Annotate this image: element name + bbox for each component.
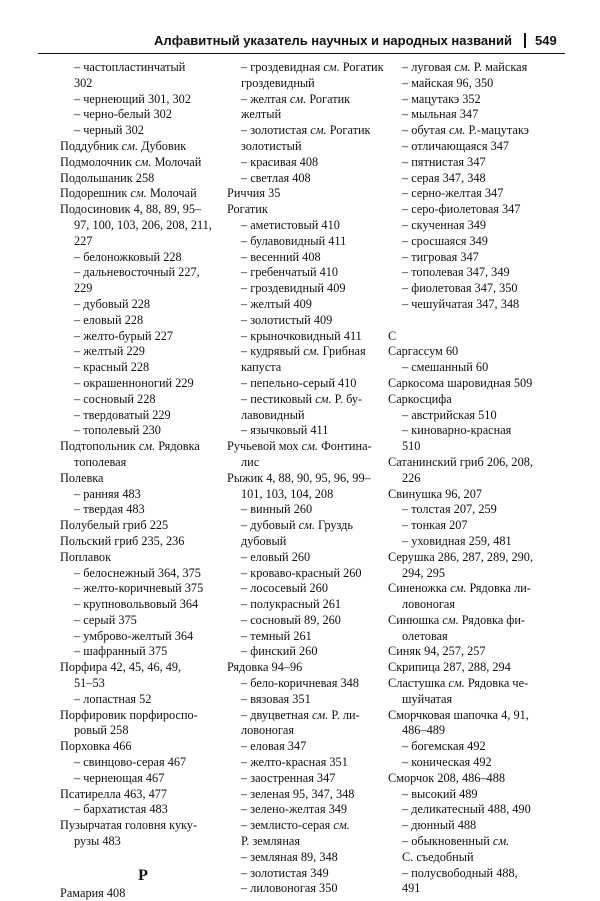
index-subentry: – гроздевидная см. Рогатик <box>241 60 384 74</box>
index-subentry: – еловый 260 <box>241 549 311 564</box>
index-subentry: – серо-фиолетовая 347 <box>402 202 521 217</box>
index-subentry: – темный 261 <box>241 628 312 643</box>
index-subentry: – обутая см. Р.-мацутакэ <box>402 123 529 138</box>
index-entry: Подосиновик 4, 88, 89, 95– <box>60 202 202 217</box>
index-continuation: 491 <box>402 881 421 896</box>
index-subentry: – тигровая 347 <box>402 249 479 264</box>
index-subentry: – мыльная 347 <box>402 107 479 122</box>
index-continuation: ловоногая <box>241 723 295 738</box>
index-subentry: – земляная 89, 348 <box>241 849 338 864</box>
index-continuation: лавовидный <box>241 407 305 422</box>
index-subentry: – аметистовый 410 <box>241 217 340 232</box>
index-entry: Полубелый гриб 225 <box>60 518 169 533</box>
index-subentry: – золотистая 349 <box>241 865 329 880</box>
index-subentry: – сросшаяся 349 <box>402 233 488 248</box>
index-subentry: – дальневосточный 227, <box>74 265 200 280</box>
index-subentry: – чешуйчатая 347, 348 <box>402 296 520 311</box>
index-entry: Саркосцифа <box>388 391 452 406</box>
index-entry: Сморчок 208, 486–488 <box>388 770 505 785</box>
index-subentry: – киноварно-красная <box>402 423 512 438</box>
index-continuation: Р. земляная <box>241 834 301 849</box>
index-subentry: – деликатесный 488, 490 <box>402 802 531 817</box>
index-continuation: дубовый <box>241 533 287 548</box>
index-continuation: капуста <box>241 360 282 375</box>
index-subentry: – австрийская 510 <box>402 407 497 422</box>
index-entry: Пузырчатая головня куку- <box>60 818 198 833</box>
index-subentry: – пепельно-серый 410 <box>241 375 357 390</box>
index-continuation: лис <box>241 454 260 469</box>
index-subentry: – лососевый 260 <box>241 581 328 596</box>
index-subentry: – черный 302 <box>74 123 144 138</box>
index-subentry: – уховидная 259, 481 <box>402 533 512 548</box>
index-subentry: – финский 260 <box>241 644 318 659</box>
index-continuation: ровый 258 <box>74 723 129 738</box>
index-entry: Польский гриб 235, 236 <box>60 533 185 548</box>
index-subentry: – желтая см. Рогатик <box>241 91 351 106</box>
index-continuation: гроздевидный <box>241 75 315 90</box>
index-subentry: – богемская 492 <box>402 739 486 754</box>
index-subentry: – ранняя 483 <box>74 486 141 501</box>
index-subentry: – лиловоногая 350 <box>241 881 338 896</box>
index-entry: Сластушка см. Рядовка че- <box>388 676 529 691</box>
index-subentry: – красивая 408 <box>241 154 319 169</box>
index-subentry: – мацутакэ 352 <box>402 91 481 106</box>
index-subentry: – светлая 408 <box>241 170 311 185</box>
index-entry: Порфировик порфироспо- <box>60 707 198 722</box>
index-subentry: – серый 375 <box>74 612 137 627</box>
index-subentry: – кроваво-красный 260 <box>241 565 362 580</box>
index-subentry: – полусвободный 488, <box>402 865 518 880</box>
index-subentry: – тополевый 230 <box>74 423 161 438</box>
index-subentry: – окрашенноногий 229 <box>74 375 194 390</box>
index-subentry: – скученная 349 <box>402 217 487 232</box>
index-subentry: – заостренная 347 <box>241 770 336 785</box>
index-subentry: – лопастная 52 <box>74 691 152 706</box>
index-entry: Серушка 286, 287, 289, 290, <box>388 549 534 564</box>
index-subentry: – майская 96, 350 <box>402 75 494 90</box>
index-entry: Рядовка 94–96 <box>227 660 303 675</box>
index-subentry: – бело-коричневая 348 <box>241 676 359 691</box>
index-subentry: – смешанный 60 <box>402 360 489 375</box>
index-entry: Рыжик 4, 88, 90, 95, 96, 99– <box>227 470 371 485</box>
index-entry: Риччия 35 <box>227 186 281 201</box>
index-subentry: – зелено-желтая 349 <box>241 802 348 817</box>
index-continuation: олетовая <box>402 628 448 643</box>
index-subentry: – зеленая 95, 347, 348 <box>241 786 355 801</box>
index-subentry: – желто-коричневый 375 <box>74 581 204 596</box>
index-continuation: желтый <box>241 107 282 122</box>
index-subentry: – черно-белый 302 <box>74 107 172 122</box>
index-subentry: – дубовый см. Груздь <box>241 518 354 533</box>
page-header <box>0 0 600 58</box>
index-subentry: – фиолетовая 347, 350 <box>402 281 518 296</box>
index-subentry: – частопластинчатый <box>74 60 186 74</box>
index-subentry: – твердая 483 <box>74 502 145 517</box>
index-subentry: – чернеющая 467 <box>74 770 165 785</box>
index-continuation: 101, 103, 104, 208 <box>241 486 334 501</box>
index-subentry: – коническая 492 <box>402 755 492 770</box>
index-continuation: 486–489 <box>402 723 446 738</box>
page-number: 549 <box>535 33 557 48</box>
index-entry: Рамария 408 <box>60 885 126 900</box>
index-subentry: – гребенчатый 410 <box>241 265 339 280</box>
index-subentry: – шафранный 375 <box>74 644 168 659</box>
index-subentry: – дубовый 228 <box>74 296 151 311</box>
index-continuation: 226 <box>402 470 421 485</box>
index-column-1 <box>60 60 236 901</box>
index-continuation: 302 <box>74 75 93 90</box>
index-subentry: – пестиковый см. Р. бу- <box>241 391 363 406</box>
blank-line <box>60 850 236 866</box>
index-entry: Синюшка см. Рядовка фи- <box>388 612 526 627</box>
index-continuation: 51–53 <box>74 676 105 691</box>
index-column-2 <box>227 60 403 897</box>
index-entry: Рогатик <box>227 202 268 217</box>
index-subentry: – вязовая 351 <box>241 691 311 706</box>
index-subentry: – крупновольвовый 364 <box>74 597 199 612</box>
index-continuation: золотистый <box>241 138 302 153</box>
index-subentry: – белоснежный 364, 375 <box>74 565 201 580</box>
index-subentry: – свинцово-серая 467 <box>74 755 187 770</box>
index-entry: Поплавок <box>60 549 112 564</box>
index-subentry: – пятнистая 347 <box>402 154 486 169</box>
index-subentry: – золотистая см. Рогатик <box>241 123 371 138</box>
index-subentry: – тополевая 347, 349 <box>402 265 510 280</box>
index-subentry: – умброво-желтый 364 <box>74 628 194 643</box>
index-subentry: – серая 347, 348 <box>402 170 486 185</box>
index-continuation: С. съедобный <box>402 849 474 864</box>
index-entry: Сатанинский гриб 206, 208, <box>388 454 533 469</box>
index-entry: Свинушка 96, 207 <box>388 486 482 501</box>
index-entry: Ручьевой мох см. Фонтина- <box>227 439 372 454</box>
index-entry: Саргассум 60 <box>388 344 459 359</box>
index-entry: Порховка 466 <box>60 739 132 754</box>
index-continuation: шуйчатая <box>402 691 453 706</box>
index-subentry: – крыночковидный 411 <box>241 328 362 343</box>
index-subentry: – желто-красная 351 <box>241 755 348 770</box>
index-subentry: – красный 228 <box>74 360 150 375</box>
index-subentry: – винный 260 <box>241 502 313 517</box>
index-subentry: – высокий 489 <box>402 786 478 801</box>
index-subentry: – желтый 409 <box>241 296 312 311</box>
index-column-3 <box>388 60 564 897</box>
index-subentry: – еловый 228 <box>74 312 144 327</box>
header-separator <box>524 33 526 48</box>
index-entry: Подтопольник см. Рядовка <box>60 439 200 454</box>
index-subentry: – кудрявый см. Грибная <box>241 344 366 359</box>
section-letter: P <box>138 866 148 884</box>
index-subentry: – гроздевидный 409 <box>241 281 346 296</box>
index-subentry: – тонкая 207 <box>402 518 468 533</box>
header-rule <box>38 53 565 54</box>
index-entry: Подорешник см. Молочай <box>60 186 197 201</box>
index-subentry: – золотистый 409 <box>241 312 333 327</box>
index-subentry: – дюнный 488 <box>402 818 477 833</box>
index-subentry: – луговая см. Р. майская <box>402 60 528 74</box>
index-subentry: – сосновый 89, 260 <box>241 612 341 627</box>
index-subentry: – еловая 347 <box>241 739 307 754</box>
index-subentry: – двуцветная см. Р. ли- <box>241 707 360 722</box>
index-continuation: 510 <box>402 439 421 454</box>
index-subentry: – белоножковый 228 <box>74 249 182 264</box>
index-entry: Подольшаник 258 <box>60 170 155 185</box>
index-subentry: – булавовидный 411 <box>241 233 347 248</box>
blank-line <box>388 313 564 329</box>
index-subentry: – чернеющий 301, 302 <box>74 91 191 106</box>
index-continuation: тополевая <box>74 454 127 469</box>
index-subentry: – толстая 207, 259 <box>402 502 497 517</box>
index-subentry: – твердоватый 229 <box>74 407 171 422</box>
index-entry: Синяк 94, 257, 257 <box>388 644 486 659</box>
index-entry: Поддубник см. Дубовик <box>60 138 187 153</box>
index-entry: Полевка <box>60 470 104 485</box>
section-letter: С <box>388 328 397 343</box>
index-continuation: 294, 295 <box>402 565 446 580</box>
index-entry: Сморчковая шапочка 4, 91, <box>388 707 529 722</box>
running-title: Алфавитный указатель научных и народных названий <box>154 33 512 48</box>
index-subentry: – сосновый 228 <box>74 391 156 406</box>
index-subentry: – обыкновенный см. <box>402 834 510 849</box>
index-continuation: 97, 100, 103, 206, 208, 211, <box>74 217 212 232</box>
index-continuation: рузы 483 <box>74 834 121 849</box>
index-continuation: 229 <box>74 281 93 296</box>
index-subentry: – полукрасный 261 <box>241 597 342 612</box>
index-subentry: – землисто-серая см. <box>241 818 350 833</box>
index-entry: Порфира 42, 45, 46, 49, <box>60 660 182 675</box>
index-entry: Синеножка см. Рядовка ли- <box>388 581 531 596</box>
index-entry: Саркосома шаровидная 509 <box>388 375 533 390</box>
index-subentry: – желто-бурый 227 <box>74 328 174 343</box>
index-entry: Подмолочник см. Молочай <box>60 154 202 169</box>
index-entry: Скрипица 287, 288, 294 <box>388 660 511 675</box>
index-subentry: – желтый 229 <box>74 344 145 359</box>
index-subentry: – язычковый 411 <box>241 423 329 438</box>
index-subentry: – серно-желтая 347 <box>402 186 504 201</box>
index-subentry: – бархатистая 483 <box>74 802 168 817</box>
index-entry: Псатирелла 463, 477 <box>60 786 168 801</box>
index-subentry: – отличающаяся 347 <box>402 138 510 153</box>
index-continuation: ловоногая <box>402 597 456 612</box>
index-subentry: – весенний 408 <box>241 249 321 264</box>
index-continuation: 227 <box>74 233 93 248</box>
